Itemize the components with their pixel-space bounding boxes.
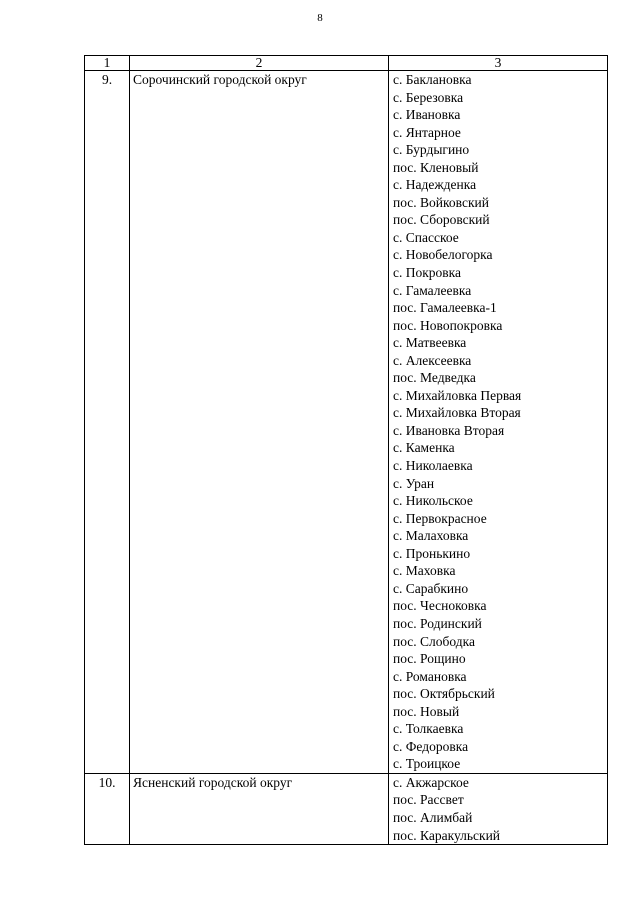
settlement-item: с. Михайловка Первая: [393, 387, 522, 403]
settlement-item: с. Янтарное: [393, 124, 461, 140]
settlement-item: пос. Новый: [393, 703, 460, 719]
settlement-item: с. Каменка: [393, 440, 455, 456]
column-header: 2: [130, 56, 389, 71]
settlement-item: с. Толкаевка: [393, 721, 464, 737]
settlement-item: пос. Медведка: [393, 370, 476, 386]
settlement-item: с. Новобелогорка: [393, 247, 493, 263]
settlement-item: пос. Слободка: [393, 633, 475, 649]
settlement-item: пос. Чесноковка: [393, 598, 487, 614]
table-header-row: [85, 56, 608, 71]
settlement-item: пос. Рощино: [393, 651, 466, 667]
district-name: Сорочинский городской округ: [130, 71, 389, 774]
settlement-item: пос. Родинский: [393, 615, 482, 631]
settlement-item: с. Алексеевка: [393, 352, 472, 368]
settlement-item: с. Акжарское: [393, 774, 469, 790]
settlement-item: пос. Гамалеевка-1: [393, 300, 497, 316]
settlement-item: с. Матвеевка: [393, 335, 467, 351]
settlement-item: с. Николаевка: [393, 458, 473, 474]
settlements-table: [84, 55, 608, 845]
settlement-item: с. Баклановка: [393, 72, 472, 87]
settlement-item: с. Надежденка: [393, 177, 477, 193]
settlement-item: с. Ивановка: [393, 107, 461, 123]
settlement-item: пос. Войковский: [393, 194, 489, 210]
settlement-item: пос. Кленовый: [393, 159, 479, 175]
settlement-list: [389, 71, 608, 774]
settlement-item: с. Малаховка: [393, 528, 469, 544]
settlement-item: пос. Сборовский: [393, 212, 490, 228]
settlement-item: пос. Каракульский: [393, 827, 501, 843]
settlement-item: с. Маховка: [393, 563, 456, 579]
settlement-item: с. Пронькино: [393, 545, 471, 561]
settlement-item: с. Уран: [393, 475, 435, 491]
settlement-item: с. Бурдыгино: [393, 142, 470, 158]
settlement-item: с. Гамалеевка: [393, 282, 472, 298]
settlement-item: с. Михайловка Вторая: [393, 405, 521, 421]
settlement-item: с. Федоровка: [393, 738, 469, 754]
table-row: [85, 71, 608, 774]
settlement-item: пос. Октябрьский: [393, 686, 495, 702]
column-header: 1: [85, 56, 130, 71]
settlement-item: с. Спасское: [393, 229, 459, 245]
settlement-item: с. Сарабкино: [393, 580, 469, 596]
page-number: 8: [317, 12, 323, 24]
settlement-list: [389, 773, 608, 844]
settlement-item: с. Романовка: [393, 668, 467, 684]
table-row: [85, 773, 608, 844]
settlement-item: с. Покровка: [393, 265, 462, 281]
district-name: Ясненский городской округ: [130, 773, 389, 844]
settlement-item: с. Никольское: [393, 493, 473, 509]
settlement-item: пос. Рассвет: [393, 792, 464, 808]
settlement-item: пос. Новопокровка: [393, 317, 503, 333]
settlement-item: с. Первокрасное: [393, 510, 487, 526]
settlement-item: с. Ивановка Вторая: [393, 422, 505, 438]
row-number: 9.: [85, 71, 130, 774]
settlement-item: с. Березовка: [393, 89, 464, 105]
settlement-item: пос. Алимбай: [393, 809, 473, 825]
row-number: 10.: [85, 773, 130, 844]
column-header: 3: [389, 56, 608, 71]
settlement-item: с. Троицкое: [393, 756, 461, 772]
